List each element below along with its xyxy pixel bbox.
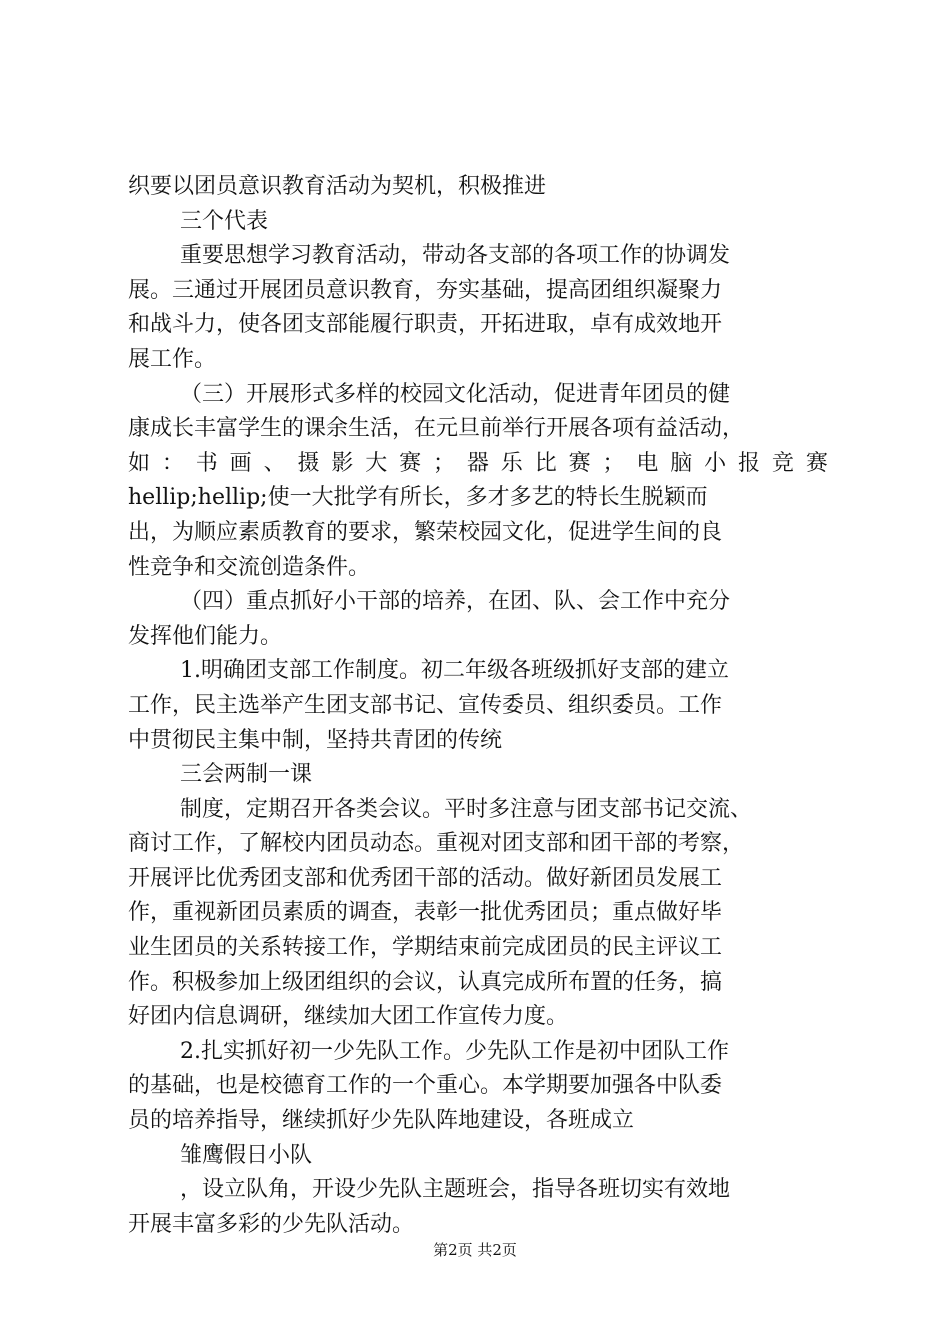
text-char: 竞 xyxy=(771,450,794,476)
text-line: 2.扎实抓好初一少先队工作。少先队工作是初中团队工作 xyxy=(180,1038,729,1064)
text-line: 出，为顺应素质教育的要求，繁荣校园文化，促进学生间的良 xyxy=(128,519,723,545)
text-char: 比 xyxy=(534,450,557,476)
text-line: 1.明确团支部工作制度。初二年级各班级抓好支部的建立 xyxy=(180,658,729,684)
text-char: 赛 xyxy=(399,450,422,476)
text-line: 开展评比优秀团支部和优秀团干部的活动。做好新团员发展工 xyxy=(128,865,723,891)
text-char: 赛 xyxy=(568,450,591,476)
text-line: 作，重视新团员素质的调查，表彰一批优秀团员；重点做好毕 xyxy=(128,900,723,926)
text-line: 展。三通过开展团员意识教育，夯实基础，提高团组织凝聚力 xyxy=(128,277,723,303)
text-line: 开展丰富多彩的少先队活动。 xyxy=(128,1211,415,1237)
text-line: 三个代表 xyxy=(180,208,269,234)
text-line: 重要思想学习教育活动，带动各支部的各项工作的协调发 xyxy=(180,243,731,269)
text-line: （三）开展形式多样的校园文化活动，促进青年团员的健 xyxy=(180,381,731,407)
text-char: 如 xyxy=(128,450,151,476)
text-line: 好团内信息调研，继续加大团工作宣传力度。 xyxy=(128,1004,569,1030)
text-line: 员的培养指导，继续抓好少先队阵地建设，各班成立 xyxy=(128,1108,635,1134)
text-char: 小 xyxy=(704,450,727,476)
text-char: 画 xyxy=(229,450,252,476)
text-char: 摄 xyxy=(297,450,320,476)
text-char: ； xyxy=(433,450,456,476)
text-line: ，设立队角，开设少先队主题班会，指导各班切实有效地 xyxy=(180,1177,731,1203)
text-char: 器 xyxy=(466,450,489,476)
document-body xyxy=(128,170,828,1242)
text-char: 大 xyxy=(365,450,388,476)
text-line: 中贯彻民主集中制，坚持共青团的传统 xyxy=(128,727,503,753)
text-char: 书 xyxy=(195,450,218,476)
text-line: 业生团员的关系转接工作，学期结束前完成团员的民主评议工 xyxy=(128,935,723,961)
text-line: 三会两制一课 xyxy=(180,762,313,788)
text-char: 报 xyxy=(738,450,761,476)
text-char: 电 xyxy=(636,450,659,476)
text-char: 乐 xyxy=(500,450,523,476)
text-line: 雏鹰假日小队 xyxy=(180,1142,313,1168)
text-line: 制度，定期召开各类会议。平时多注意与团支部书记交流、 xyxy=(180,796,753,822)
text-line-justified xyxy=(128,447,828,482)
text-line: 织要以团员意识教育活动为契机，积极推进 xyxy=(128,174,547,199)
text-line: （四）重点抓好小干部的培养，在团、队、会工作中充分 xyxy=(180,589,731,615)
text-line: 商讨工作，了解校内团员动态。重视对团支部和团干部的考察， xyxy=(128,831,745,857)
text-line: 工作，民主选举产生团支部书记、宣传委员、组织委员。工作 xyxy=(128,692,723,718)
text-line: 作。积极参加上级团组织的会议，认真完成所布置的任务，搞 xyxy=(128,969,723,995)
text-char: 脑 xyxy=(670,450,693,476)
text-line: hellip;hellip;使一大批学有所长，多才多艺的特长生脱颖而 xyxy=(128,485,708,511)
text-char: 赛 xyxy=(805,450,828,476)
text-char: 、 xyxy=(263,450,286,476)
text-char: ： xyxy=(161,450,184,476)
page-number-footer: 第2页 共2页 xyxy=(433,1241,517,1259)
text-line: 康成长丰富学生的课余生活，在元旦前举行开展各项有益活动， xyxy=(128,416,745,442)
text-line: 和战斗力，使各团支部能履行职责，开拓进取，卓有成效地开 xyxy=(128,312,723,338)
text-line: 发挥他们能力。 xyxy=(128,623,283,649)
text-char: 影 xyxy=(331,450,354,476)
text-line: 性竞争和交流创造条件。 xyxy=(128,554,371,580)
text-line: 展工作。 xyxy=(128,346,217,372)
text-char: ； xyxy=(602,450,625,476)
text-line: 的基础，也是校德育工作的一个重心。本学期要加强各中队委 xyxy=(128,1073,723,1099)
